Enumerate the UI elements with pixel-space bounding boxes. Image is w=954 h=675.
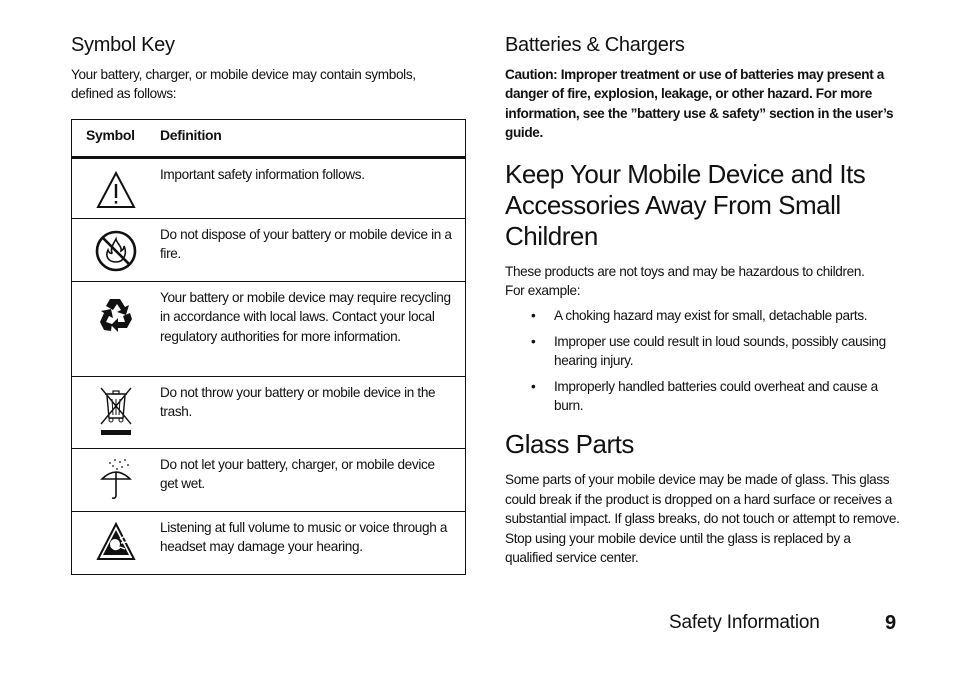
definition-cell: Do not let your battery, charger, or mobile device get wet. [160,448,465,511]
symbol-table [72,119,465,575]
symbol-table-wrapper [71,119,466,575]
table-row [72,376,465,448]
definition-cell: Listening at full volume to music or voice through a headset may damage your hearing. [160,511,465,574]
table-row [72,157,465,218]
symbol-key-section [71,34,466,575]
list-item [505,377,900,416]
list-item [505,306,900,325]
table-row [72,511,465,574]
bullet-icon: • [531,333,536,349]
list-item-text: A choking hazard may exist for small, detachable parts. [554,308,868,324]
symbol-cell [72,281,160,376]
hearing-warning-icon [96,550,136,565]
children-bullet-list [505,306,900,415]
symbol-cell [72,376,160,448]
symbol-key-intro: Your battery, charger, or mobile device may contain symbols, defined as follows: [71,67,416,102]
symbol-table-header [72,119,465,157]
umbrella-rain-icon [98,489,134,504]
batteries-caution: Caution: Improper treatment or use of batteries may present a danger of fire, explosion, leakage, or other hazard. For more information, see the ”battery use & safety” section in the user’s guide. [505,67,894,141]
definition-cell: Important safety information follows. [160,157,465,218]
table-row [72,218,465,281]
right-column [505,34,900,568]
recycle-icon [96,323,136,338]
no-fire-icon [94,261,138,276]
column-header-symbol: Symbol [72,119,160,157]
column-header-definition: Definition [160,119,465,157]
definition-cell: Your battery or mobile device may require recycling in accordance with local laws. Contact your local regulatory authorities for more information. [160,281,465,376]
children-intro: These products are not toys and may be hazardous to children. For example: [505,263,865,299]
page-number: 9 [885,612,897,634]
crossed-trash-bin-icon [98,428,134,443]
table-row [72,281,465,376]
table-row [72,448,465,511]
bullet-icon: • [531,378,536,394]
symbol-cell [72,218,160,281]
list-item [505,332,900,371]
bullet-icon: • [531,308,536,324]
definition-cell: Do not throw your battery or mobile device in the trash. [160,376,465,448]
glass-heading: Glass Parts [505,429,634,460]
symbol-cell [72,511,160,574]
definition-cell: Do not dispose of your battery or mobile device in a fire. [160,218,465,281]
symbol-cell [72,448,160,511]
glass-body: Some parts of your mobile device may be made of glass. This glass could break if the product is dropped on a hard surface or receives a substantial impact. If glass breaks, do not touch or attempt to remove. Stop using your mobile device until the glass is replaced by a qualified service center. [505,472,900,566]
children-heading: Keep Your Mobile Device and Its Accessories Away From Small Children [505,158,866,251]
footer-section-label: Safety Information [669,612,820,633]
symbol-key-heading: Symbol Key [71,34,175,56]
batteries-heading: Batteries & Chargers [505,34,685,56]
list-item-text: Improper use could result in loud sounds, possibly causing hearing injury. [554,333,886,369]
list-item-text: Improperly handled batteries could overheat and cause a burn. [554,378,878,414]
symbol-cell [72,157,160,218]
warning-triangle-icon [96,198,136,213]
